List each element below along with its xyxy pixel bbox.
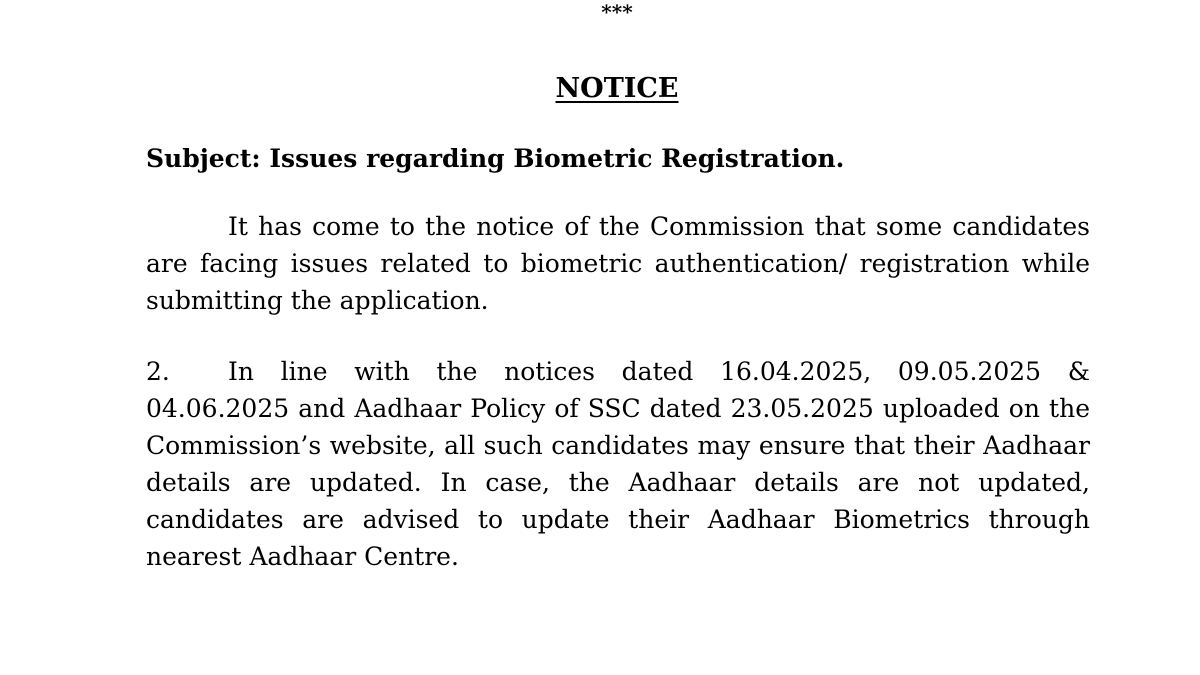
paragraph-1-text: It has come to the notice of the Commission that some candidates are facing issues related to biometric authentication/ registration while submitting the application.: [146, 212, 1090, 315]
paragraph-2: [146, 353, 1090, 575]
notice-title: NOTICE: [555, 73, 679, 104]
subject-line: Subject: Issues regarding Biometric Registration.: [146, 144, 845, 173]
separator-stars: ***: [601, 0, 633, 24]
paragraph-1: [146, 208, 1090, 319]
paragraph-2-text: In line with the notices dated 16.04.2025, 09.05.2025 & 04.06.2025 and Aadhaar Policy of SSC dated 23.05.2025 uploaded on the Commission’s website, all such candidates may ensure that their Aadhaar details are updated. In case, the Aadhaar details are not updated, candidates are advised to update their Aadhaar Biometrics through nearest Aadhaar Centre.: [146, 357, 1090, 571]
paragraph-2-number: 2.: [146, 357, 170, 386]
